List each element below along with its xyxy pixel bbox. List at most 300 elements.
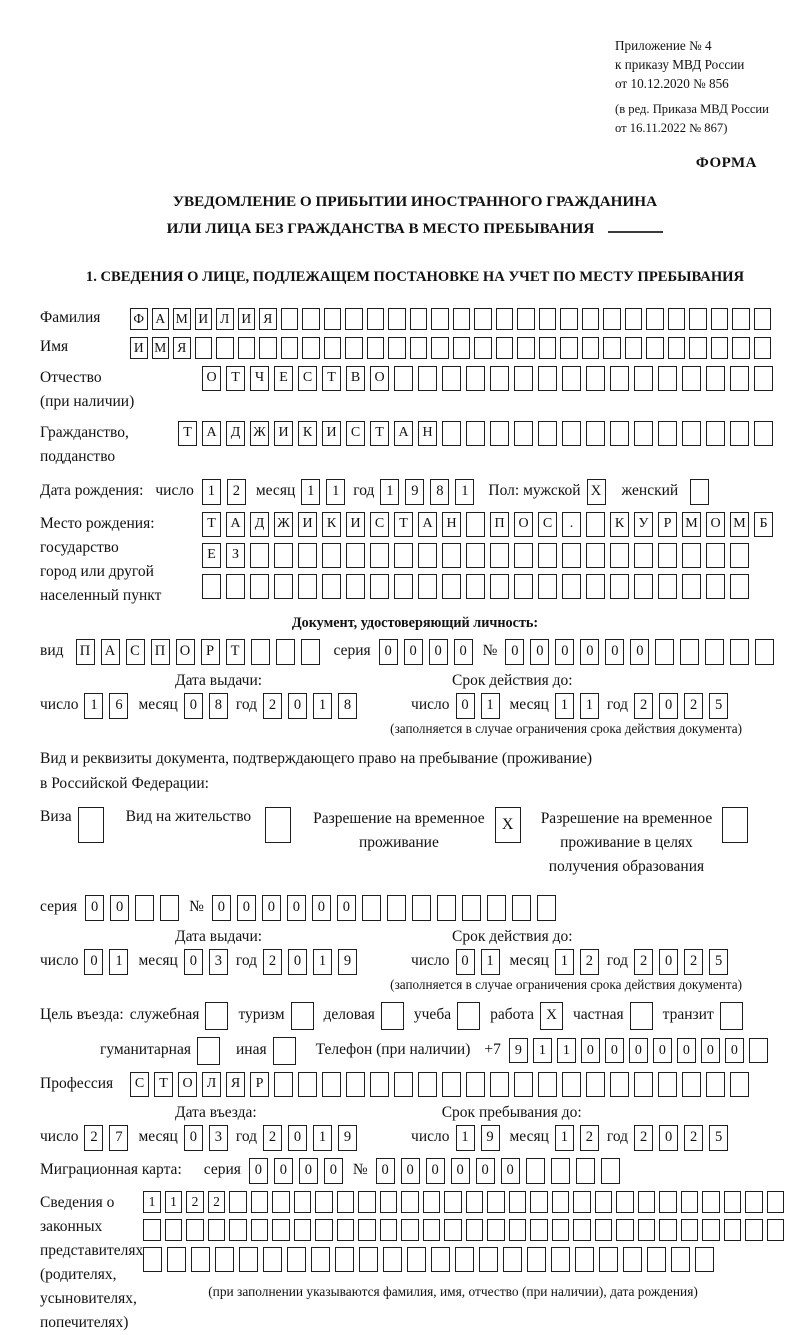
char-cell: 0: [376, 1158, 395, 1184]
char-cell: 7: [109, 1125, 128, 1151]
char-cell: Д: [226, 421, 245, 446]
purpose-other-checkbox: [273, 1037, 296, 1065]
char-cell: [273, 1037, 296, 1065]
birth-year-cells: [380, 479, 474, 505]
char-cell: [410, 308, 428, 330]
representatives-label-line: представителях: [40, 1241, 144, 1259]
char-cell: [359, 1247, 378, 1272]
valid-until-heading: Срок действия до:: [452, 927, 573, 945]
char-cell: [466, 543, 485, 568]
char-cell: [205, 1002, 228, 1030]
char-cell: [755, 639, 774, 665]
stay-year-cells: [634, 1125, 728, 1151]
char-cell: [431, 1247, 450, 1272]
char-cell: [418, 366, 437, 391]
residence-series-label: серия: [40, 898, 78, 916]
representatives-label-line: (родителях,: [40, 1265, 117, 1283]
issue-month-label: месяц: [138, 952, 178, 970]
char-cell: Е: [202, 543, 221, 568]
char-cell: [582, 337, 600, 359]
char-cell: М: [152, 337, 170, 359]
patronymic-cells: [202, 366, 773, 391]
char-cell: Н: [418, 421, 437, 446]
char-cell: [346, 1072, 365, 1097]
char-cell: 0: [653, 1038, 672, 1063]
char-cell: 0: [454, 639, 473, 665]
char-cell: [562, 543, 581, 568]
char-cell: [324, 337, 342, 359]
char-cell: [552, 1219, 570, 1241]
identity-doc-heading: Документ, удостоверяющий личность:: [291, 614, 539, 631]
visa-label: Виза: [40, 807, 72, 825]
char-cell: [298, 1072, 317, 1097]
char-cell: И: [274, 421, 293, 446]
char-cell: [689, 337, 707, 359]
birth-place-label-line: город или другой: [40, 562, 154, 580]
char-cell: 1: [313, 693, 332, 719]
char-cell: [745, 1219, 763, 1241]
char-cell: [490, 366, 509, 391]
citizenship-row: [40, 421, 790, 469]
birth-place-label-line: населенный пункт: [40, 586, 162, 604]
char-cell: 0: [501, 1158, 520, 1184]
char-cell: Ч: [250, 366, 269, 391]
char-cell: [695, 1247, 714, 1272]
char-cell: Т: [154, 1072, 173, 1097]
phone-label: Телефон (при наличии): [315, 1041, 471, 1059]
char-cell: 2: [263, 949, 282, 975]
valid-day-label: число: [411, 696, 450, 714]
char-cell: 0: [581, 1038, 600, 1063]
char-cell: С: [126, 639, 145, 665]
char-cell: [302, 308, 320, 330]
char-cell: [274, 574, 293, 599]
profession-label: Профессия: [40, 1074, 114, 1092]
char-cell: [634, 543, 653, 568]
char-cell: [412, 895, 431, 921]
appendix-note: [615, 36, 805, 137]
char-cell: [322, 574, 341, 599]
identity-doc-row: [40, 639, 790, 665]
entry-purpose-row: [40, 1002, 790, 1030]
revision-note: [615, 100, 805, 137]
char-cell: [197, 1037, 220, 1065]
char-cell: [401, 1191, 419, 1213]
char-cell: [586, 574, 605, 599]
name-row: [40, 337, 790, 359]
char-cell: [682, 543, 701, 568]
char-cell: [730, 366, 749, 391]
char-cell: 5: [709, 1125, 728, 1151]
char-cell: П: [151, 639, 170, 665]
char-cell: [490, 1072, 509, 1097]
char-cell: [634, 421, 653, 446]
char-cell: [462, 895, 481, 921]
char-cell: 2: [684, 1125, 703, 1151]
char-cell: 0: [184, 949, 203, 975]
purpose-humanitarian-label: гуманитарная: [100, 1041, 191, 1059]
surname-cells: [130, 308, 771, 330]
char-cell: [659, 1191, 677, 1213]
char-cell: [681, 1219, 699, 1241]
surname-row: [40, 308, 790, 330]
char-cell: [575, 1247, 594, 1272]
char-cell: [658, 421, 677, 446]
residence-number-label: №: [189, 898, 204, 916]
char-cell: 2: [684, 949, 703, 975]
char-cell: 0: [725, 1038, 744, 1063]
migration-series-label: серия: [203, 1161, 241, 1179]
valid-year-cells: [634, 949, 728, 975]
char-cell: Т: [370, 421, 389, 446]
char-cell: [659, 1219, 677, 1241]
doc-series-label: серия: [333, 642, 371, 660]
char-cell: 0: [505, 639, 524, 665]
char-cell: [562, 366, 581, 391]
char-cell: [537, 895, 556, 921]
issue-month-label: месяц: [138, 696, 178, 714]
char-cell: 0: [456, 949, 475, 975]
edu-permit-label-line: Разрешение на временное: [540, 809, 713, 827]
temp-permit-label-line: Разрешение на временное: [313, 809, 485, 827]
char-cell: [668, 308, 686, 330]
char-cell: [165, 1219, 183, 1241]
char-cell: 0: [249, 1158, 268, 1184]
char-cell: [682, 1072, 701, 1097]
char-cell: Б: [754, 512, 773, 537]
char-cell: [315, 1219, 333, 1241]
validity-note: (заполняется в случае ограничения срока действия документа): [390, 720, 742, 736]
char-cell: [202, 574, 221, 599]
birth-place-row: [40, 512, 790, 608]
residence-permit-checkbox: [265, 807, 291, 843]
char-cell: [634, 366, 653, 391]
entry-year-cells: [263, 1125, 357, 1151]
char-cell: [720, 1002, 743, 1030]
doc-series-cells: [379, 639, 473, 665]
sex-female-checkbox: [690, 479, 709, 505]
char-cell: [345, 337, 363, 359]
char-cell: [512, 895, 531, 921]
char-cell: [625, 308, 643, 330]
char-cell: [658, 366, 677, 391]
char-cell: [754, 366, 773, 391]
form-word: ФОРМА: [695, 154, 757, 171]
migration-card-row: [40, 1158, 790, 1184]
residence-dates-row: [40, 949, 790, 975]
char-cell: М: [682, 512, 701, 537]
char-cell: [455, 1247, 474, 1272]
char-cell: [538, 1072, 557, 1097]
citizenship-label: [40, 421, 178, 469]
purpose-business-checkbox: [381, 1002, 404, 1030]
char-cell: 1: [555, 1125, 574, 1151]
char-cell: 0: [184, 1125, 203, 1151]
char-cell: [274, 1072, 293, 1097]
patronymic-label: [40, 366, 202, 414]
char-cell: X: [540, 1002, 563, 1030]
edu-permit-label-line: проживание в целях: [560, 833, 693, 851]
char-cell: О: [202, 366, 221, 391]
char-cell: 1: [580, 693, 599, 719]
char-cell: [423, 1219, 441, 1241]
char-cell: А: [101, 639, 120, 665]
purpose-private-label: частная: [573, 1006, 624, 1024]
char-cell: 5: [709, 949, 728, 975]
char-cell: [586, 366, 605, 391]
char-cell: [573, 1191, 591, 1213]
char-cell: С: [298, 366, 317, 391]
issue-date-heading: Дата выдачи:: [175, 927, 263, 945]
char-cell: [250, 574, 269, 599]
valid-year-label: год: [606, 696, 629, 714]
char-cell: 2: [634, 693, 653, 719]
char-cell: [530, 1191, 548, 1213]
purpose-business-label: деловая: [323, 1006, 375, 1024]
char-cell: [526, 1158, 545, 1184]
char-cell: Ж: [250, 421, 269, 446]
phone-cells: [509, 1038, 768, 1063]
char-cell: [302, 337, 320, 359]
char-cell: 0: [288, 949, 307, 975]
char-cell: [562, 1072, 581, 1097]
char-cell: [582, 308, 600, 330]
representatives-label-line: законных: [40, 1217, 103, 1235]
char-cell: А: [418, 512, 437, 537]
issue-month-cells: [184, 949, 228, 975]
char-cell: [322, 1072, 341, 1097]
char-cell: [466, 1191, 484, 1213]
representatives-label-line: Сведения о: [40, 1193, 115, 1211]
temp-permit-label-line: проживание: [358, 833, 439, 851]
char-cell: [647, 1247, 666, 1272]
char-cell: [706, 574, 725, 599]
char-cell: [160, 895, 179, 921]
char-cell: [724, 1191, 742, 1213]
char-cell: [680, 639, 699, 665]
sex-male-label: Пол: мужской: [488, 482, 581, 500]
char-cell: [706, 543, 725, 568]
sex-female-label: женский: [621, 482, 679, 500]
char-cell: [599, 1247, 618, 1272]
representatives-cells-row3: [143, 1247, 714, 1272]
char-cell: [539, 308, 557, 330]
char-cell: 8: [430, 479, 449, 505]
char-cell: 0: [605, 639, 624, 665]
char-cell: [551, 1247, 570, 1272]
temp-permit-label: [313, 807, 485, 855]
char-cell: [560, 337, 578, 359]
char-cell: С: [370, 512, 389, 537]
char-cell: [496, 337, 514, 359]
name-label: Имя: [40, 338, 69, 356]
char-cell: [479, 1247, 498, 1272]
char-cell: [767, 1191, 785, 1213]
char-cell: [702, 1219, 720, 1241]
issue-year-cells: [263, 949, 357, 975]
birth-place-label-line: Место рождения:: [40, 514, 155, 532]
char-cell: [539, 337, 557, 359]
char-cell: [294, 1219, 312, 1241]
char-cell: [291, 1002, 314, 1030]
char-cell: 0: [287, 895, 306, 921]
form-title: [40, 188, 790, 243]
char-cell: [431, 308, 449, 330]
surname-label: Фамилия: [40, 309, 101, 327]
char-cell: 0: [659, 693, 678, 719]
char-cell: Р: [250, 1072, 269, 1097]
char-cell: [509, 1191, 527, 1213]
char-cell: [315, 1191, 333, 1213]
char-cell: 2: [186, 1191, 204, 1213]
char-cell: [538, 366, 557, 391]
char-cell: Т: [394, 512, 413, 537]
char-cell: И: [346, 512, 365, 537]
char-cell: [208, 1219, 226, 1241]
char-cell: 1: [109, 949, 128, 975]
char-cell: [394, 1072, 413, 1097]
char-cell: [616, 1219, 634, 1241]
issue-day-label: число: [40, 952, 79, 970]
birth-place-label: [40, 512, 202, 608]
char-cell: 3: [209, 1125, 228, 1151]
char-cell: [367, 337, 385, 359]
char-cell: 0: [629, 1038, 648, 1063]
char-cell: [730, 421, 749, 446]
char-cell: И: [298, 512, 317, 537]
char-cell: 9: [338, 949, 357, 975]
char-cell: И: [238, 308, 256, 330]
birth-day-label: число: [155, 482, 194, 500]
identity-doc-dates-row: [40, 693, 790, 719]
char-cell: Ж: [274, 512, 293, 537]
issue-year-cells: [263, 693, 357, 719]
char-cell: [346, 543, 365, 568]
char-cell: [442, 574, 461, 599]
char-cell: [690, 479, 709, 505]
char-cell: [749, 1038, 768, 1063]
char-cell: 1: [84, 693, 103, 719]
char-cell: [646, 337, 664, 359]
char-cell: 0: [476, 1158, 495, 1184]
char-cell: [658, 574, 677, 599]
stay-month-label: месяц: [509, 1128, 549, 1146]
patronymic-row: [40, 366, 790, 414]
entry-purpose-label: Цель въезда:: [40, 1006, 124, 1024]
birth-date-label: Дата рождения:: [40, 482, 144, 500]
char-cell: 0: [262, 895, 281, 921]
appendix-line: к приказу МВД России: [615, 57, 745, 73]
entry-month-label: месяц: [138, 1128, 178, 1146]
issue-year-label: год: [235, 696, 258, 714]
residence-doc-intro-line2: в Российской Федерации:: [40, 775, 209, 793]
char-cell: [658, 1072, 677, 1097]
doc-kind-label: вид: [40, 642, 64, 660]
char-cell: [623, 1247, 642, 1272]
char-cell: [167, 1247, 186, 1272]
char-cell: [259, 337, 277, 359]
char-cell: [754, 421, 773, 446]
representatives-cells-row1: [143, 1191, 784, 1213]
char-cell: [335, 1247, 354, 1272]
char-cell: 1: [456, 1125, 475, 1151]
section1-heading: 1. СВЕДЕНИЯ О ЛИЦЕ, ПОДЛЕЖАЩЕМ ПОСТАНОВКЕ НА УЧЕТ ПО МЕСТУ ПРЕБЫВАНИЯ: [85, 268, 745, 285]
char-cell: А: [394, 421, 413, 446]
residence-doc-intro-line1: Вид и реквизиты документа, подтверждающего право на пребывание (проживание): [40, 749, 593, 767]
char-cell: 1: [481, 693, 500, 719]
char-cell: 8: [338, 693, 357, 719]
char-cell: [702, 1191, 720, 1213]
char-cell: [453, 308, 471, 330]
form-title-line1: УВЕДОМЛЕНИЕ О ПРИБЫТИИ ИНОСТРАННОГО ГРАЖДАНИНА: [172, 192, 658, 210]
char-cell: [239, 1247, 258, 1272]
char-cell: С: [346, 421, 365, 446]
char-cell: [442, 421, 461, 446]
char-cell: 1: [533, 1038, 552, 1063]
char-cell: [514, 543, 533, 568]
char-cell: [195, 337, 213, 359]
purpose-transit-label: транзит: [662, 1006, 714, 1024]
purpose-transit-checkbox: [720, 1002, 743, 1030]
char-cell: [191, 1247, 210, 1272]
char-cell: [527, 1247, 546, 1272]
valid-month-label: месяц: [509, 696, 549, 714]
char-cell: [490, 574, 509, 599]
char-cell: [610, 1072, 629, 1097]
migration-card-label: Миграционная карта:: [40, 1161, 182, 1179]
char-cell: 2: [634, 1125, 653, 1151]
representatives-cells-block: [143, 1191, 784, 1300]
char-cell: [466, 1219, 484, 1241]
char-cell: 1: [202, 479, 221, 505]
char-cell: [603, 337, 621, 359]
doc-kind-cells: [76, 639, 320, 665]
char-cell: [514, 574, 533, 599]
citizenship-label-line: подданство: [40, 447, 116, 465]
birth-month-cells: [301, 479, 345, 505]
valid-day-label: число: [411, 952, 450, 970]
char-cell: [610, 421, 629, 446]
char-cell: [490, 543, 509, 568]
char-cell: [595, 1191, 613, 1213]
valid-day-cells: [456, 949, 500, 975]
char-cell: [668, 337, 686, 359]
char-cell: 2: [263, 1125, 282, 1151]
char-cell: [655, 639, 674, 665]
visa-checkbox: [78, 807, 104, 843]
char-cell: [226, 574, 245, 599]
char-cell: О: [706, 512, 725, 537]
char-cell: [431, 337, 449, 359]
char-cell: [754, 308, 772, 330]
char-cell: 0: [580, 639, 599, 665]
edu-permit-label-line: получения образования: [548, 857, 705, 875]
char-cell: [689, 308, 707, 330]
valid-month-cells: [555, 693, 599, 719]
char-cell: [294, 1191, 312, 1213]
doc-number-cells: [505, 639, 774, 665]
char-cell: [603, 308, 621, 330]
char-cell: 1: [143, 1191, 161, 1213]
purpose-study-checkbox: [457, 1002, 480, 1030]
char-cell: А: [226, 512, 245, 537]
char-cell: [78, 807, 104, 843]
char-cell: [711, 308, 729, 330]
char-cell: .: [562, 512, 581, 537]
char-cell: 9: [509, 1038, 528, 1063]
char-cell: М: [173, 308, 191, 330]
char-cell: [586, 512, 605, 537]
